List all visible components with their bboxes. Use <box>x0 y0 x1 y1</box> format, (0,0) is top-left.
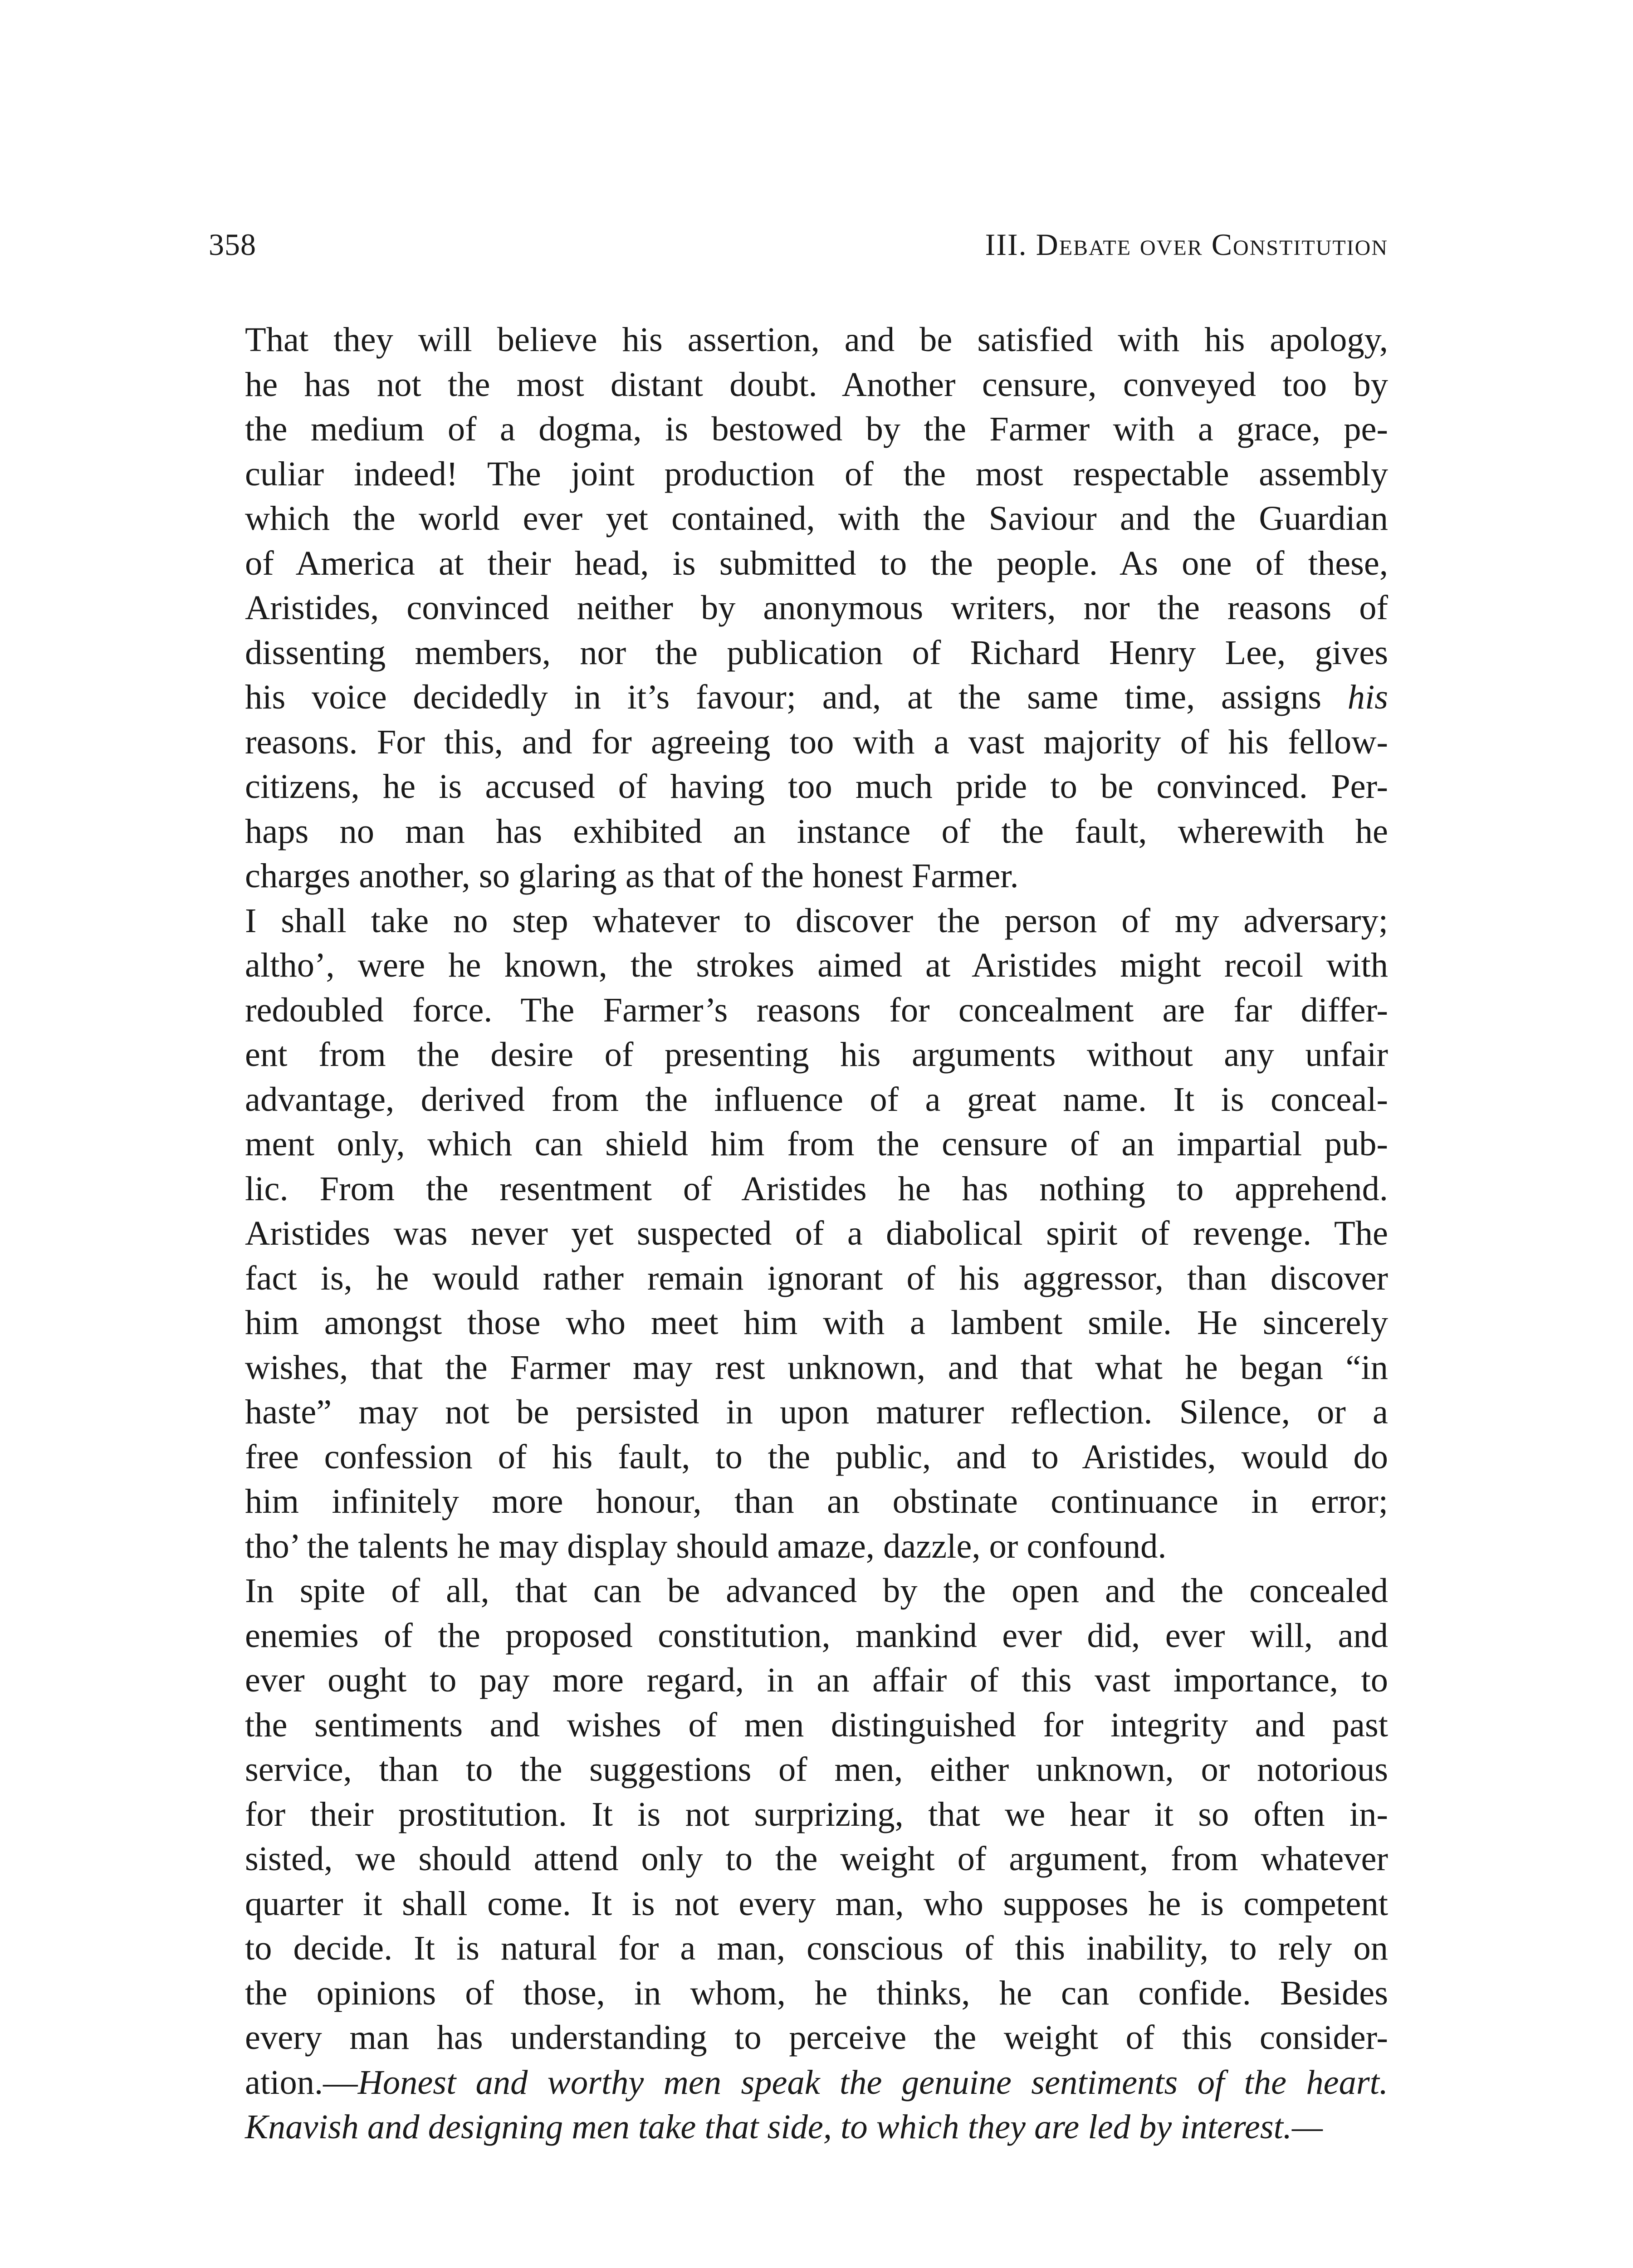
text-line: enemies of the proposed constitution, mankind ever did, ever will, and <box>245 1616 1388 1655</box>
text-line: ever ought to pay more regard, in an affair of this vast importance, to <box>245 1661 1388 1699</box>
text-line: he has not the most distant doubt. Another censure, conveyed too by <box>245 365 1388 404</box>
italic-text: Knavish and designing men take that side, to which they are led by interest.— <box>245 2107 1323 2146</box>
text-line: service, than to the suggestions of men, either unknown, or notorious <box>245 1750 1388 1789</box>
text-line: for their prostitution. It is not surprizing, that we hear it so often in- <box>245 1794 1388 1833</box>
text-line: free confession of his fault, to the public, and to Aristides, would do <box>245 1437 1388 1476</box>
text-line: of America at their head, is submitted to the people. As one of these, <box>245 543 1388 582</box>
text-line: quarter it shall come. It is not every man, who supposes he is competent <box>245 1884 1388 1923</box>
paragraph <box>209 1569 1388 2150</box>
text-line: dissenting members, nor the publication of Richard Henry Lee, gives <box>245 633 1388 672</box>
text-line: wishes, that the Farmer may rest unknown, and that what he began “in <box>245 1348 1388 1387</box>
text-line: reasons. For this, and for agreeing too with a vast majority of his fellow- <box>245 722 1388 761</box>
text-line: Aristides was never yet suspected of a diabolical spirit of revenge. The <box>245 1214 1388 1252</box>
text-line: haste” may not be persisted in upon maturer reflection. Silence, or a <box>245 1393 1388 1431</box>
text-line: fact is, he would rather remain ignorant of his aggressor, than discover <box>245 1258 1388 1297</box>
text-line: ation.—Honest and worthy men speak the genuine sentiments of the heart. <box>245 2063 1388 2102</box>
text-line <box>209 2105 1388 2150</box>
text-line: In spite of all, that can be advanced by the open and the concealed <box>245 1571 1388 1610</box>
text-line: charges another, so glaring as that of the honest Farmer. <box>245 856 1019 895</box>
paragraph <box>209 318 1388 899</box>
text-line: the opinions of those, in whom, he thinks, he can confide. Besides <box>245 1973 1388 2012</box>
text-line: the sentiments and wishes of men distinguished for integrity and past <box>245 1705 1388 1744</box>
text-line: to decide. It is natural for a man, conscious of this inability, to rely on <box>245 1929 1388 1967</box>
text-line: tho’ the talents he may display should amaze, dazzle, or confound. <box>245 1526 1167 1565</box>
text-line: I shall take no step whatever to discover the person of my adversary; <box>245 901 1388 940</box>
text-line: every man has understanding to perceive the weight of this consider- <box>245 2018 1388 2057</box>
text-line: ent from the desire of presenting his arguments without any unfair <box>245 1035 1388 1074</box>
italic-text: his <box>1347 678 1388 716</box>
text-line: him infinitely more honour, than an obstinate continuance in error; <box>245 1482 1388 1520</box>
text-line: advantage, derived from the influence of a great name. It is conceal- <box>245 1080 1388 1119</box>
text-line: him amongst those who meet him with a lambent smile. He sincerely <box>245 1303 1388 1342</box>
running-header <box>209 227 1388 277</box>
paragraph <box>209 899 1388 1569</box>
text-line: That they will believe his assertion, and be satisfied with his apology, <box>245 320 1388 359</box>
text-line: the medium of a dogma, is bestowed by the Farmer with a grace, pe- <box>245 410 1388 448</box>
text-line: haps no man has exhibited an instance of the fault, wherewith he <box>245 811 1388 850</box>
text-line: redoubled force. The Farmer’s reasons for concealment are far differ- <box>245 990 1388 1029</box>
text-line: which the world ever yet contained, with the Saviour and the Guardian <box>245 499 1388 538</box>
page-number: 358 <box>209 227 256 262</box>
text-line: ment only, which can shield him from the censure of an impartial pub- <box>245 1124 1388 1163</box>
text-line: Aristides, convinced neither by anonymous writers, nor the reasons of <box>245 588 1388 627</box>
text-line: altho’, were he known, the strokes aimed at Aristides might recoil with <box>245 946 1388 984</box>
text-line: culiar indeed! The joint production of the most respectable assembly <box>245 454 1388 493</box>
text-line: lic. From the resentment of Aristides he has nothing to apprehend. <box>245 1169 1388 1208</box>
body-text <box>209 318 1388 2150</box>
italic-text: Honest and worthy men speak the genuine sentiments of the heart. <box>357 2063 1388 2102</box>
text-line: his voice decidedly in it’s favour; and, at the same time, assigns his <box>245 678 1388 716</box>
text-line: citizens, he is accused of having too much pride to be convinced. Per- <box>245 767 1388 806</box>
section-title: III. Debate over Constitution <box>985 227 1388 262</box>
text-line: sisted, we should attend only to the weight of argument, from whatever <box>245 1839 1388 1878</box>
